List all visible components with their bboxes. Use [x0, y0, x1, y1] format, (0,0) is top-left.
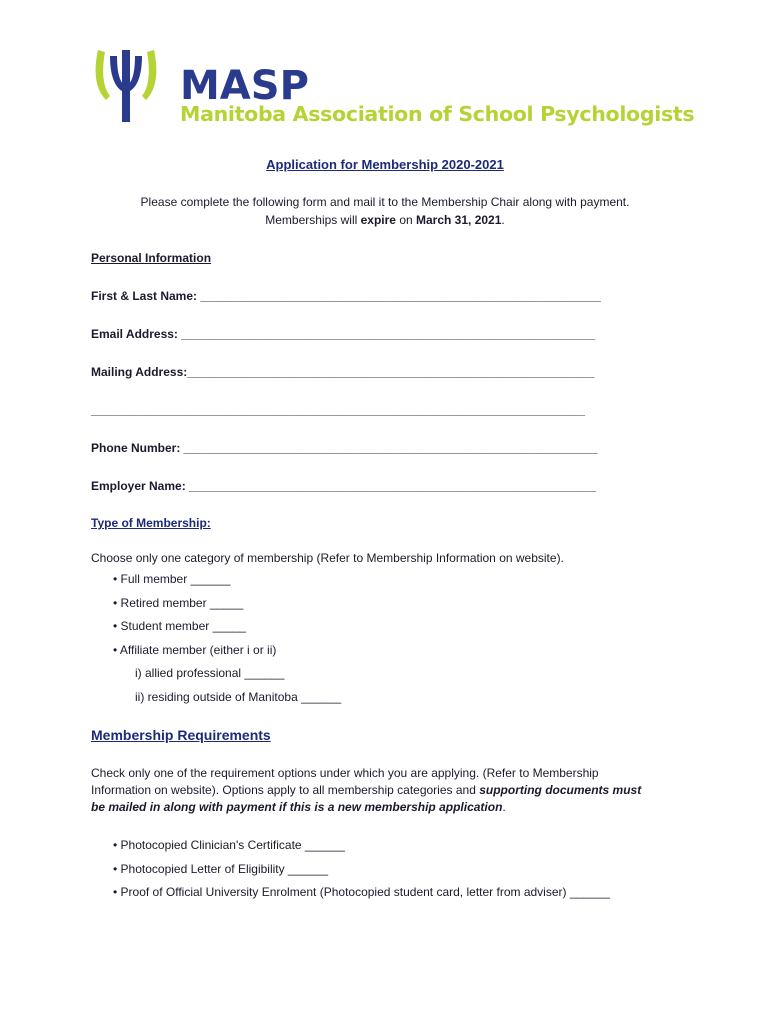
- intro-expiry-date: March 31, 2021: [416, 213, 502, 227]
- logo-full-name: Manitoba Association of School Psychologists: [180, 102, 695, 126]
- email-address-field[interactable]: Email Address: ______________________________________________________________: [91, 327, 596, 341]
- membership-requirements-heading: Membership Requirements: [91, 727, 271, 743]
- requirements-line-2: [91, 783, 641, 798]
- phone-number-field[interactable]: Phone Number: ______________________________________________________________: [91, 441, 598, 455]
- option-clinician-certificate[interactable]: • Photocopied Clinician's Certificate ______: [113, 838, 345, 852]
- personal-info-heading: Personal Information: [91, 251, 212, 265]
- requirements-line-3-period: .: [502, 800, 506, 814]
- option-allied-professional[interactable]: i) allied professional ______: [135, 666, 285, 680]
- employer-name-field[interactable]: Employer Name: _____________________________________________________________: [91, 479, 597, 493]
- requirements-emphasis-2: be mailed in along with payment if this is a new membership application: [91, 800, 503, 814]
- masp-emblem-icon: [92, 48, 172, 138]
- requirements-line-3: [91, 800, 506, 815]
- intro-line-2-text-a: Memberships will: [265, 213, 361, 227]
- option-letter-of-eligibility[interactable]: • Photocopied Letter of Eligibility ______: [113, 862, 329, 876]
- requirements-line-2-text: Information on website). Options apply to all membership categories and: [91, 783, 480, 797]
- mailing-address-field[interactable]: Mailing Address:_____________________________________________________________: [91, 365, 595, 379]
- mailing-address-continuation-field[interactable]: __________________________________________________________________________: [91, 403, 585, 417]
- intro-line-1: Please complete the following form and mail it to the Membership Chair along with payment.: [140, 195, 630, 209]
- intro-line-2-text-c: on: [395, 213, 416, 227]
- requirements-emphasis-1: supporting documents must: [479, 783, 642, 797]
- intro-line-2-text-e: .: [501, 213, 505, 227]
- masp-logo: [92, 48, 695, 138]
- requirements-line-1: Check only one of the requirement options under which you are applying. (Refer to Membership: [91, 766, 599, 780]
- option-university-enrolment[interactable]: • Proof of Official University Enrolment (Photocopied student card, letter from adviser) ______: [113, 885, 610, 899]
- intro-expire-word: expire: [360, 213, 396, 227]
- option-student-member[interactable]: • Student member _____: [113, 619, 246, 633]
- option-retired-member[interactable]: • Retired member _____: [113, 596, 244, 610]
- page-title: Application for Membership 2020-2021: [266, 157, 504, 172]
- option-affiliate-member: • Affiliate member (either i or ii): [113, 643, 277, 657]
- membership-type-heading: Type of Membership:: [91, 516, 211, 530]
- intro-line-2: [0, 213, 770, 228]
- first-last-name-field[interactable]: First & Last Name: ____________________________________________________________: [91, 289, 601, 303]
- membership-type-instruction: Choose only one category of membership (Refer to Membership Information on website).: [91, 551, 564, 565]
- logo-acronym: MASP: [180, 63, 309, 109]
- option-full-member[interactable]: • Full member ______: [113, 572, 231, 586]
- option-residing-outside-manitoba[interactable]: ii) residing outside of Manitoba ______: [135, 690, 342, 704]
